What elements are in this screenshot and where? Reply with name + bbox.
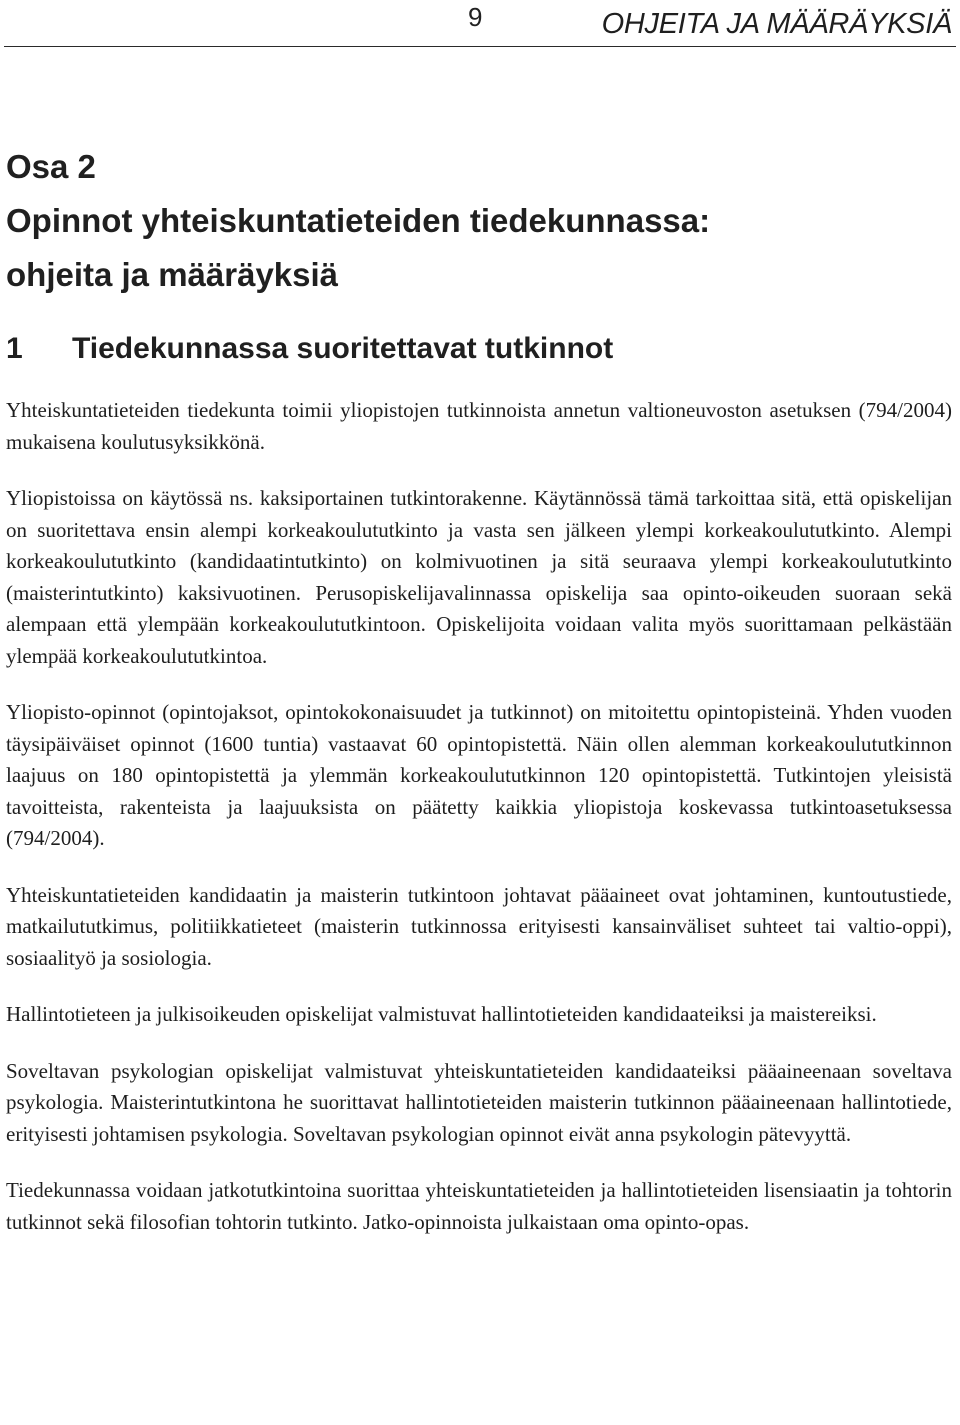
body-text bbox=[6, 395, 952, 1263]
paragraph: Yhteiskuntatieteiden kandidaatin ja maisterin tutkintoon johtavat pääaineet ovat johtaminen, kuntoutustiede, matkailututkimus, politiikkatieteet (maisterin tutkinnossa erityisesti kansainväliset suhteet tai valtio-oppi), sosiaalityö ja sosiologia. bbox=[6, 882, 952, 970]
part-title-line: Osa 2 bbox=[6, 148, 96, 185]
part-title-line: Opinnot yhteiskuntatieteiden tiedekunnassa: bbox=[6, 202, 711, 239]
part-title-line: ohjeita ja määräyksiä bbox=[6, 256, 339, 293]
header-divider bbox=[4, 46, 956, 47]
running-header-title: OHJEITA JA MÄÄRÄYKSIÄ bbox=[601, 8, 952, 40]
section-heading bbox=[6, 327, 613, 371]
paragraph: Yliopistoissa on käytössä ns. kaksiportainen tutkintorakenne. Käytännössä tämä tarkoittaa sitä, että opiskelijan on suoritettava ensin alempi korkeakoulututkinto ja vasta sen jälkeen ylempi korkeakoulututkinto. Alempi korkeakoulututkinto (kandidaatintutkinto) on kolmivuotinen ja sitä seuraava ylempi korkeakoulututkinto (maisterintutkinto) kaksivuotinen. Perusopiskelijavalinnassa opiskelija saa opinto-oikeuden suoraan sekä alempaan että ylempään korkeakoulututkintoon. Opiskelijoita voidaan valita myös suorittamaan pelkästään ylempää korkeakoulututkintoa. bbox=[6, 486, 952, 668]
section-number: 1 bbox=[6, 332, 23, 365]
page-number: 9 bbox=[468, 2, 483, 32]
paragraph: Tiedekunnassa voidaan jatkotutkintoina suorittaa yhteiskuntatieteiden ja hallintotieteiden lisensiaatin ja tohtorin tutkinnot sekä filosofian tohtorin tutkinto. Jatko-opinnoista julkaistaan oma opinto-opas. bbox=[6, 1178, 952, 1234]
paragraph: Hallintotieteen ja julkisoikeuden opiskelijat valmistuvat hallintotieteiden kandidaateiksi ja maistereiksi. bbox=[6, 1002, 877, 1026]
paragraph: Yliopisto-opinnot (opintojaksot, opintokokonaisuudet ja tutkinnot) on mitoitettu opintopisteinä. Yhden vuoden täysipäiväiset opinnot (1600 tuntia) vastaavat 60 opintopistettä. Näin ollen alemman korkeakoulututkinnon laajuus on 180 opintopistettä ja ylemmän korkeakoulututkinnon 120 opintopistettä. Tutkintojen yleisistä tavoitteista, rakenteista ja laajuuksista on päätetty kaikkia yliopistoja koskevassa tutkintoasetuksessa (794/2004). bbox=[6, 700, 952, 850]
paragraph: Yhteiskuntatieteiden tiedekunta toimii yliopistojen tutkinnoista annetun valtioneuvoston asetuksen (794/2004) mukaisena koulutusyksikkönä. bbox=[6, 398, 952, 454]
part-title bbox=[6, 140, 710, 302]
section-title: Tiedekunnassa suoritettavat tutkinnot bbox=[72, 332, 614, 365]
paragraph: Soveltavan psykologian opiskelijat valmistuvat yhteiskuntatieteiden kandidaateiksi pääaineenaan soveltava psykologia. Maisterintutkintona he suorittavat hallintotieteiden maisterin tutkinnon pääaineenaan hallintotiede, erityisesti johtamisen psykologia. Soveltavan psykologian opinnot eivät anna psykologin pätevyyttä. bbox=[6, 1058, 952, 1146]
